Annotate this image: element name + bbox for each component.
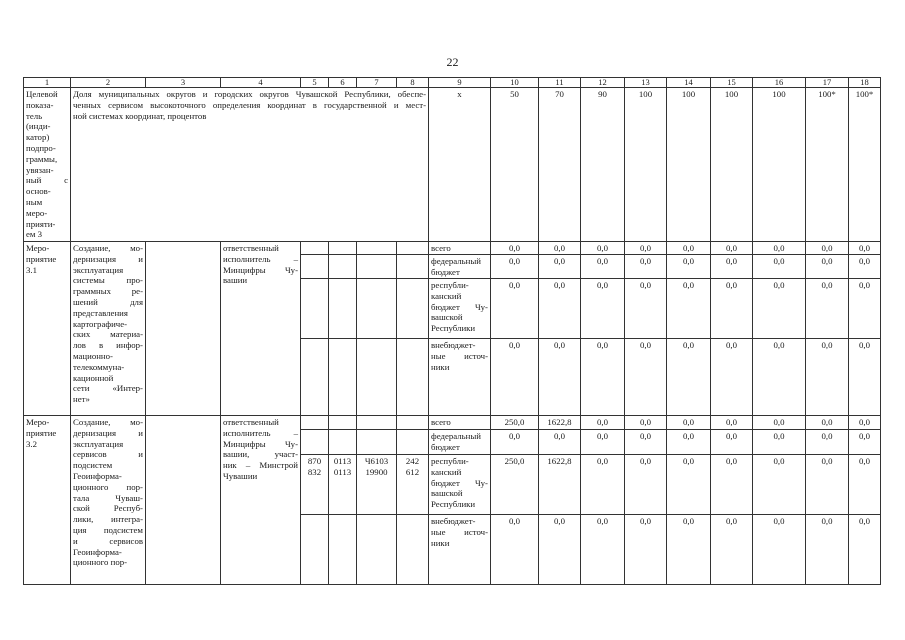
column-number: 7 <box>357 78 397 88</box>
funding-value: 0,0 <box>711 515 753 585</box>
text-line: внебюджет- <box>431 516 476 526</box>
funding-value: 0,0 <box>581 242 625 255</box>
funding-value: 0,0 <box>581 515 625 585</box>
code-cell <box>397 515 429 585</box>
funding-value: 0,0 <box>849 430 881 455</box>
code-cell <box>397 255 429 279</box>
funding-value: 0,0 <box>667 279 711 339</box>
page-number: 22 <box>446 55 459 69</box>
funding-value: 0,0 <box>849 455 881 515</box>
target-indicator-row <box>24 88 881 242</box>
code-cell <box>357 416 397 430</box>
text-line: ники <box>431 361 450 372</box>
funding-value: 0,0 <box>581 455 625 515</box>
code-cell <box>397 455 429 515</box>
code-cell <box>329 279 357 339</box>
text-line: увязан- <box>26 164 54 175</box>
funding-value: 0,0 <box>806 339 849 416</box>
code-cell <box>397 430 429 455</box>
text-line: 19900 <box>365 466 388 477</box>
funding-value: 0,0 <box>753 339 806 416</box>
text-line: меро- <box>26 207 48 218</box>
funding-source <box>429 455 491 515</box>
text-line: исполнитель – <box>223 253 298 264</box>
funding-source <box>429 416 491 430</box>
column-number: 17 <box>806 78 849 88</box>
funding-value: 0,0 <box>667 242 711 255</box>
code-cell <box>329 455 357 515</box>
code-cell <box>329 242 357 255</box>
funding-value: 0,0 <box>491 255 539 279</box>
text-line: вашской <box>431 488 463 499</box>
funding-value: 0,0 <box>667 455 711 515</box>
text-line: вашии <box>223 275 248 286</box>
funding-source <box>429 279 491 339</box>
text-line: федеральный <box>431 431 481 441</box>
text-line: мационно- <box>73 350 113 361</box>
funding-source <box>429 255 491 279</box>
measure-empty-cell <box>146 242 221 416</box>
funding-value: 0,0 <box>625 339 667 416</box>
code-cell <box>397 242 429 255</box>
text-line: и сервисов <box>73 535 143 546</box>
text-line: Геоинформа- <box>73 470 122 481</box>
funding-value: 0,0 <box>753 430 806 455</box>
column-number: 14 <box>667 78 711 88</box>
code-cell <box>301 416 329 430</box>
code-cell <box>301 242 329 255</box>
text-line: Целевой <box>26 89 58 99</box>
funding-value: 0,0 <box>711 242 753 255</box>
funding-value: 0,0 <box>806 430 849 455</box>
text-line: представления <box>73 307 128 318</box>
text-line: системы про- <box>73 275 143 286</box>
funding-value: 0,0 <box>753 515 806 585</box>
text-line: Геоинформа- <box>73 546 122 557</box>
column-number: 15 <box>711 78 753 88</box>
column-number: 18 <box>849 78 881 88</box>
funding-source <box>429 430 491 455</box>
funding-value: 0,0 <box>753 242 806 255</box>
text-line: ционного пор- <box>73 481 143 492</box>
funding-value: 1622,8 <box>539 416 581 430</box>
text-line: приятие <box>26 427 57 438</box>
funding-value: 0,0 <box>711 430 753 455</box>
column-number: 13 <box>625 78 667 88</box>
funding-value: 0,0 <box>539 242 581 255</box>
text-line: дернизация и <box>73 253 143 264</box>
text-line: Минцифры Чу- <box>223 438 298 449</box>
measure-label <box>24 416 71 585</box>
funding-value: 0,0 <box>491 242 539 255</box>
funding-value: 0,0 <box>849 255 881 279</box>
column-number-row <box>24 78 881 88</box>
text-line: ники <box>431 537 450 548</box>
text-line: ные источ- <box>431 526 488 537</box>
text-line: Минцифры Чу- <box>223 264 298 275</box>
text-line: ответственный <box>223 417 279 427</box>
text-line: всего <box>431 243 451 253</box>
text-line: Доля муниципальных округов и городских округов Чувашской Республики, обеспе- <box>73 89 426 99</box>
indicator-value: 100* <box>849 88 881 242</box>
funding-value: 250,0 <box>491 416 539 430</box>
text-line: 3.1 <box>26 264 37 275</box>
code-cell <box>397 339 429 416</box>
indicator-source: x <box>429 88 491 242</box>
text-line: ный с <box>26 175 68 186</box>
funding-source <box>429 242 491 255</box>
indicator-label <box>24 88 71 242</box>
text-line: картографиче- <box>73 318 128 329</box>
funding-value: 0,0 <box>581 430 625 455</box>
column-number: 12 <box>581 78 625 88</box>
text-line: бюджет Чу- <box>431 477 488 488</box>
text-line: эксплуатация <box>73 438 124 449</box>
text-line: нет» <box>73 394 90 405</box>
text-line: бюджет <box>431 441 460 452</box>
text-line: прияти- <box>26 218 56 229</box>
indicator-value: 50 <box>491 88 539 242</box>
text-line: сервисов и <box>73 449 143 460</box>
code-cell <box>329 416 357 430</box>
indicator-value: 100 <box>753 88 806 242</box>
text-line: бюджет Чу- <box>431 301 488 312</box>
funding-value: 0,0 <box>625 279 667 339</box>
text-line: ем 3 <box>26 229 43 240</box>
funding-value: 0,0 <box>581 279 625 339</box>
funding-value: 0,0 <box>806 255 849 279</box>
column-number: 10 <box>491 78 539 88</box>
funding-value: 0,0 <box>581 255 625 279</box>
text-line: ционного пор- <box>73 557 128 568</box>
code-cell <box>329 339 357 416</box>
text-line: 3.2 <box>26 438 37 449</box>
measure-label <box>24 242 71 416</box>
text-line: ные источ- <box>431 350 488 361</box>
funding-value: 0,0 <box>491 339 539 416</box>
column-number: 1 <box>24 78 71 88</box>
text-line: 242 <box>405 456 420 466</box>
text-line: (инди- <box>26 121 51 132</box>
text-line: канский <box>431 466 462 477</box>
text-line: 612 <box>405 466 420 477</box>
text-line: ответственный <box>223 243 279 253</box>
funding-value: 0,0 <box>806 455 849 515</box>
measure-name <box>71 416 146 585</box>
funding-value: 0,0 <box>806 279 849 339</box>
funding-value: 0,0 <box>711 339 753 416</box>
text-line: бюджет <box>431 266 460 277</box>
code-cell <box>301 279 329 339</box>
text-line: ция подсистем <box>73 524 143 535</box>
text-line: граммных ре- <box>73 286 143 297</box>
text-line: ченных сервисом высокоточного определения координат в государственной и мест- <box>73 99 426 110</box>
text-line: всего <box>431 417 451 427</box>
text-line: сети «Интер- <box>73 383 143 394</box>
funding-value: 0,0 <box>849 339 881 416</box>
text-line: Ч6103 <box>364 456 389 466</box>
funding-value: 0,0 <box>711 255 753 279</box>
funding-value: 0,0 <box>667 416 711 430</box>
funding-value: 0,0 <box>849 416 881 430</box>
text-line: вашской <box>431 312 463 323</box>
funding-value: 0,0 <box>539 255 581 279</box>
column-number: 2 <box>71 78 146 88</box>
text-line: ских материа- <box>73 329 143 340</box>
code-cell <box>357 430 397 455</box>
funding-value: 0,0 <box>539 339 581 416</box>
program-table <box>23 77 881 585</box>
text-line: Республики <box>431 499 476 510</box>
funding-value: 0,0 <box>625 416 667 430</box>
code-cell <box>397 416 429 430</box>
measure-empty-cell <box>146 416 221 585</box>
funding-value: 0,0 <box>625 515 667 585</box>
funding-value: 0,0 <box>806 242 849 255</box>
funding-value: 0,0 <box>806 416 849 430</box>
funding-value: 0,0 <box>667 430 711 455</box>
indicator-value: 100 <box>711 88 753 242</box>
indicator-value: 70 <box>539 88 581 242</box>
code-cell <box>301 339 329 416</box>
indicator-description <box>71 88 429 242</box>
text-line: вашии, участ- <box>223 449 298 460</box>
measure-executor <box>221 416 301 585</box>
text-line: ник – Минстрой <box>223 460 298 471</box>
column-number: 8 <box>397 78 429 88</box>
funding-value: 0,0 <box>753 279 806 339</box>
column-number: 5 <box>301 78 329 88</box>
text-line: катор) <box>26 132 50 143</box>
indicator-value: 100 <box>625 88 667 242</box>
text-line: Меро- <box>26 243 50 253</box>
funding-value: 0,0 <box>539 279 581 339</box>
funding-value: 0,0 <box>625 242 667 255</box>
text-line: ной системах координат, процентов <box>73 110 207 121</box>
code-cell <box>301 515 329 585</box>
funding-value: 0,0 <box>667 339 711 416</box>
measure-executor <box>221 242 301 416</box>
text-line: основ- <box>26 186 51 197</box>
funding-value: 0,0 <box>711 455 753 515</box>
text-line: 870 <box>307 456 322 466</box>
funding-value: 0,0 <box>625 455 667 515</box>
text-line: Чувашии <box>223 470 258 481</box>
text-line: Создание, мо- <box>73 243 143 253</box>
funding-value: 0,0 <box>581 339 625 416</box>
column-number: 16 <box>753 78 806 88</box>
text-line: подпро- <box>26 142 56 153</box>
column-number: 4 <box>221 78 301 88</box>
funding-value: 0,0 <box>711 279 753 339</box>
measure-funding-row <box>24 242 881 255</box>
indicator-value: 90 <box>581 88 625 242</box>
funding-value: 250,0 <box>491 455 539 515</box>
funding-value: 0,0 <box>667 255 711 279</box>
column-number: 9 <box>429 78 491 88</box>
funding-value: 0,0 <box>491 430 539 455</box>
text-line: Создание, мо- <box>73 417 143 427</box>
funding-value: 0,0 <box>625 430 667 455</box>
funding-value: 0,0 <box>539 515 581 585</box>
code-cell <box>357 255 397 279</box>
code-cell <box>357 455 397 515</box>
funding-value: 0,0 <box>491 279 539 339</box>
funding-value: 0,0 <box>625 255 667 279</box>
funding-value: 0,0 <box>581 416 625 430</box>
text-line: 832 <box>307 466 322 477</box>
text-line: ской Респуб- <box>73 503 143 514</box>
text-line: лов в инфор- <box>73 340 143 351</box>
text-line: дернизация и <box>73 427 143 438</box>
indicator-value: 100 <box>667 88 711 242</box>
funding-value: 0,0 <box>539 430 581 455</box>
column-number: 11 <box>539 78 581 88</box>
funding-value: 0,0 <box>711 416 753 430</box>
text-line: телекоммуна- <box>73 361 125 372</box>
funding-value: 0,0 <box>491 515 539 585</box>
measure-funding-row <box>24 416 881 430</box>
funding-value: 0,0 <box>849 242 881 255</box>
text-line: граммы, <box>26 153 58 164</box>
funding-value: 0,0 <box>753 255 806 279</box>
funding-source <box>429 339 491 416</box>
code-cell <box>329 430 357 455</box>
text-line: лики, интегра- <box>73 514 143 525</box>
funding-value: 0,0 <box>667 515 711 585</box>
code-cell <box>301 255 329 279</box>
text-line: эксплуатация <box>73 264 124 275</box>
text-line: приятие <box>26 253 57 264</box>
code-cell <box>301 430 329 455</box>
text-line: Меро- <box>26 417 50 427</box>
measure-name <box>71 242 146 416</box>
text-line: кационной <box>73 372 114 383</box>
text-line: федеральный <box>431 256 481 266</box>
text-line: исполнитель – <box>223 427 298 438</box>
text-line: подсистем <box>73 460 113 471</box>
code-cell <box>357 339 397 416</box>
code-cell <box>357 515 397 585</box>
funding-value: 0,0 <box>753 455 806 515</box>
funding-value: 0,0 <box>806 515 849 585</box>
text-line: шений для <box>73 296 143 307</box>
funding-value: 1622,8 <box>539 455 581 515</box>
text-line: Республики <box>431 323 476 334</box>
text-line: республи- <box>431 456 469 466</box>
text-line: внебюджет- <box>431 340 476 350</box>
text-line: тала Чуваш- <box>73 492 143 503</box>
text-line: ным <box>26 196 43 207</box>
funding-value: 0,0 <box>849 279 881 339</box>
code-cell <box>329 515 357 585</box>
text-line: 0113 <box>333 456 352 466</box>
text-line: тель <box>26 110 43 121</box>
funding-source <box>429 515 491 585</box>
code-cell <box>329 255 357 279</box>
code-cell <box>301 455 329 515</box>
text-line: канский <box>431 290 462 301</box>
code-cell <box>357 242 397 255</box>
text-line: показа- <box>26 99 54 110</box>
funding-value: 0,0 <box>753 416 806 430</box>
code-cell <box>357 279 397 339</box>
indicator-value: 100* <box>806 88 849 242</box>
text-line: 0113 <box>333 466 352 477</box>
column-number: 3 <box>146 78 221 88</box>
funding-value: 0,0 <box>849 515 881 585</box>
code-cell <box>397 279 429 339</box>
text-line: республи- <box>431 280 469 290</box>
column-number: 6 <box>329 78 357 88</box>
